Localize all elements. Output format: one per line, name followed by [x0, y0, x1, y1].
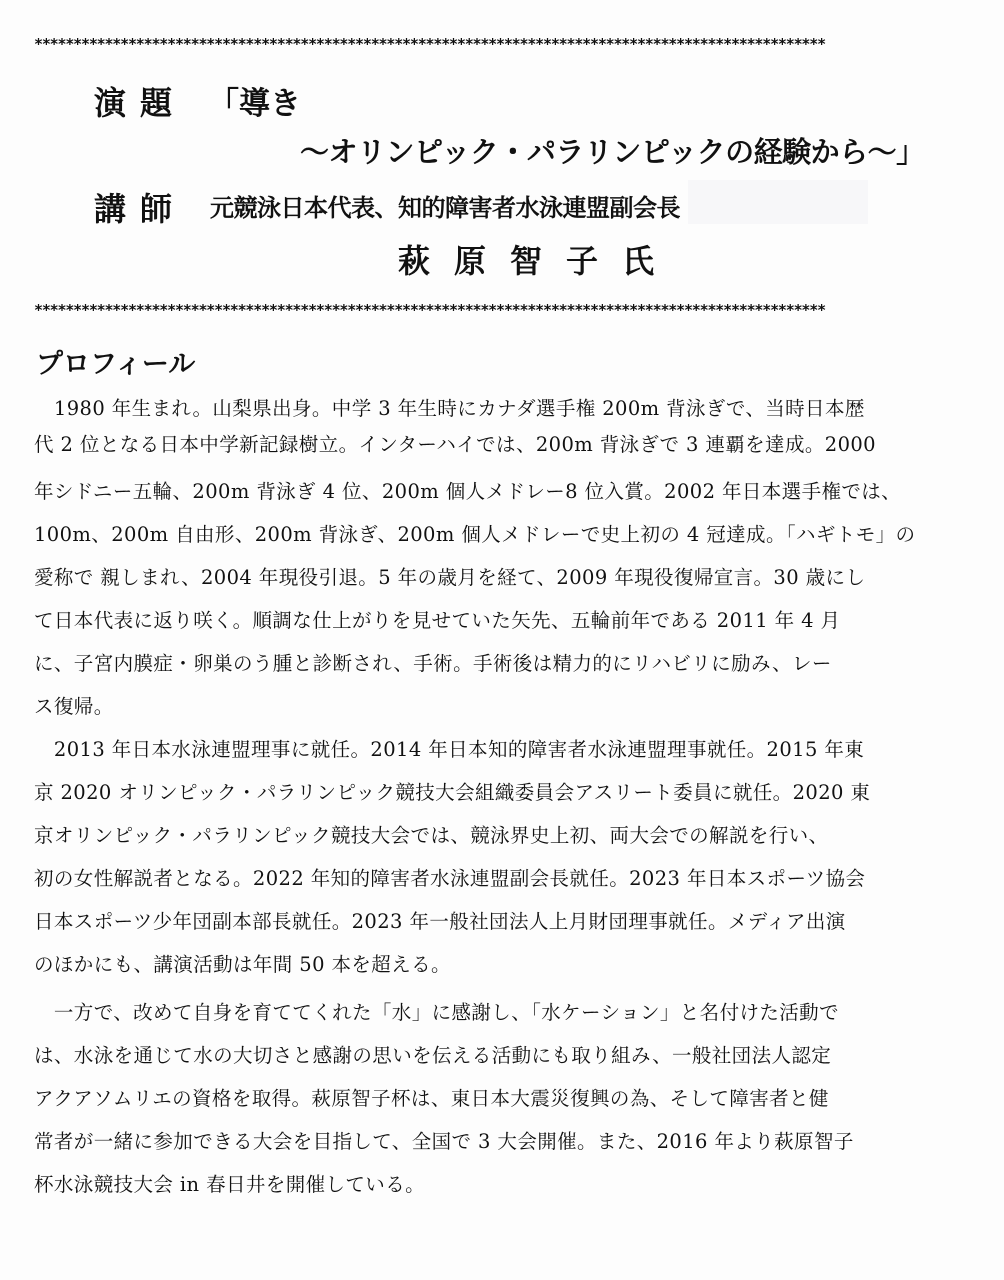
profile-line: 京 2020 オリンピック・パラリンピック競技大会組織委員会アスリート委員に就任。2020 東: [34, 781, 871, 804]
profile-line: 年シドニー五輪、200m 背泳ぎ 4 位、200m 個人メドレー8 位入賞。2002 年日本選手権では、: [34, 480, 902, 503]
profile-line: ス復帰。: [34, 695, 114, 718]
label-title: 演題: [94, 84, 187, 122]
profile-line: 常者が一緒に参加できる大会を目指して、全国で 3 大会開催。また、2016 年より萩原智子: [34, 1130, 854, 1153]
profile-heading: プロフィール: [36, 349, 196, 380]
redaction-box: [688, 180, 868, 224]
profile-line: 愛称で 親しまれ、2004 年現役引退。5 年の歳月を経て、2009 年現役復帰宣言。30 歳にし: [34, 566, 866, 589]
profile-line: 100m、200m 自由形、200m 背泳ぎ、200m 個人メドレーで史上初の 4 冠達成。「ハギトモ」の: [34, 523, 916, 546]
profile-line: アクアソムリエの資格を取得。萩原智子杯は、東日本大震災復興の為、そして障害者と健: [34, 1087, 829, 1110]
profile-line: 杯水泳競技大会 in 春日井を開催している。: [34, 1173, 425, 1196]
lecture-title-line2: ～オリンピック・パラリンピックの経験から～」: [300, 135, 925, 169]
profile-line: 2013 年日本水泳連盟理事に就任。2014 年日本知的障害者水泳連盟理事就任。2015 年東: [34, 738, 865, 761]
profile-line: は、水泳を通じて水の大切さと感謝の思いを伝える活動にも取り組み、一般社団法人認定: [34, 1044, 832, 1067]
bottom-separator: *****************************************************************************************************: [34, 302, 825, 318]
top-separator: *****************************************************************************************************: [34, 36, 825, 52]
profile-line: 初の女性解説者となる。2022 年知的障害者水泳連盟副会長就任。2023 年日本スポーツ協会: [34, 867, 866, 890]
profile-line: のほかにも、講演活動は年間 50 本を超える。: [34, 953, 451, 976]
profile-line: 代 2 位となる日本中学新記録樹立。インターハイでは、200m 背泳ぎで 3 連覇を達成。2000: [34, 433, 876, 456]
profile-line: 日本スポーツ少年団副本部長就任。2023 年一般社団法人上月財団理事就任。メディア出演: [34, 910, 846, 933]
lecture-title-line1: 「導き: [208, 86, 301, 122]
profile-line: 一方で、改めて自身を育ててくれた「水」に感謝し、「水ケーション」と名付けた活動で: [34, 1001, 839, 1024]
speaker-title: 元競泳日本代表、知的障害者水泳連盟副会長: [210, 194, 680, 222]
profile-line: 1980 年生まれ。山梨県出身。中学 3 年生時にカナダ選手権 200m 背泳ぎで、当時日本歴: [34, 397, 865, 420]
profile-line: て日本代表に返り咲く。順調な仕上がりを見せていた矢先、五輪前年である 2011 年 4 月: [34, 609, 841, 632]
profile-line: 京オリンピック・パラリンピック競技大会では、競泳界史上初、両大会での解説を行い、: [34, 824, 829, 847]
speaker-name: 萩原智子氏: [398, 242, 679, 280]
profile-line: に、子宮内膜症・卵巣のう腫と診断され、手術。手術後は精力的にリハビリに励み、レー: [34, 652, 832, 675]
label-speaker: 講師: [94, 190, 187, 228]
